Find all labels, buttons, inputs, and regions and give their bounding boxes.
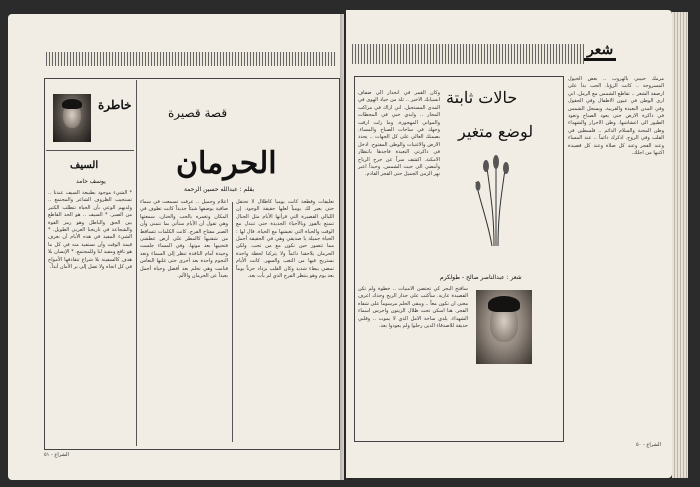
right-page	[346, 10, 672, 478]
story-column-rule	[232, 202, 233, 442]
column-subtitle: السيف	[70, 160, 99, 171]
poem-column-1: وكان القمر في انحدار الى ضفاف انسيابك الاخير .. ثلة من جياد الهوى في المدى المستحيل. اني اراك في مراكب المحار .. وايدي حبي في المحطات والمواني المهجورة. وما زلت ارقب وجهك في ساحات الصباح والمساء. بصمتك العالي على كل الجهات .. يحدد الارض والاغنيات والوطن المفتوح. ادخل في ذاكرتي البعيدة فاجدها بانتظار الامكنة. اكشف سراً عن جرح الرياح وأمضي الى حيث الشمس. وحيداً اعبر نهر الزمن الجميل حتى الفجر القادم.	[358, 90, 440, 178]
story-title: الحرمان	[176, 146, 277, 181]
story-column-1: تعليقات وقطعة كانت يومياً كأطلال لا تحتقل حتى يعبر لك يومياً لعلها حقيقة الوجود. إن الليالي القصيرة التي قرأتها الأيام مثل الجبال تتمتع بالفوز وبالأحياء الجديدة حتى تتبدل مع الوقت والحياة التي تعيشها مع الحياة. قال لها : الحياة جميلة يا صديقي وهي في الحقيقة أجمل مما تتصور حين تكون مع من تحب. ولكن الحرمان يلاحقنا دائماً ولا يتركنا لحظة واحدة نستريح فيها من التعب والسهر. كانت الأيام تمضي ببطء شديد وكان القلب يزداد حزناً يوماً بعد يوم وهو ينتظر الفرج الذي لم يأت بعد.	[236, 199, 334, 280]
poem-column-3: مرمك حبيبي بالهروب .. بعض الخيول المسروجة .. كانت الرؤيا. الحب بدأ على ارصفة الشعر .. تقاطع الشمس مع الرمل. اني ارى الوطن في عيون الاطفال وفي الحقول وفي المدن البعيدة والقريبة. ويسجل الشمس في ذاكرة الارض حتى يعود الصباح وتعود الطيور الى اعشاشها. وطن الاحرار والشهداء وطن المحبة والسلام الدائم .. فلسطين في القلب وفي الروح. اذكرك دائماً .. عند المساء وعند الفجر وعند كل صلاة وعند كل قصيدة اكتبها من اجلك.	[568, 76, 664, 157]
column-divider	[136, 80, 137, 446]
column-rule	[46, 150, 134, 151]
column-text: * الشيء موجود بطبيعة السيف عندنا .. تستجيب الظروف الشاعر والمجتمع .. ولديهم الوعي بأن الحياة تتطلب الكثير من الصبر. * السيف .. هو الحد القاطع بين الحق والباطل وهو رمز القوة والشجاعة في تاريخنا العربي الطويل. * الشيء المفيد في هذه الأيام أن نعرف قيمة الوقت وأن نستفيد منه في كل ما هو نافع ومفيد لنا وللمجتمع. * الإنسان بلا هدف كالسفينة بلا شراع تتقاذفها الأمواج في كل اتجاه ولا تصل إلى بر الأمان أبداً.	[48, 190, 132, 271]
story-author: بقلم : عبدالله حسين الرحمة	[184, 186, 255, 193]
wheat-sheaf-illustration	[472, 152, 522, 248]
left-header-band	[46, 52, 336, 66]
column-author: يوسف حامد	[76, 178, 106, 185]
column-title: خاطرة	[98, 98, 132, 112]
poet-name: شعر : عبدالناصر صالح - طولكرم	[440, 274, 522, 281]
poem-title-line-1: حالات ثابتة	[446, 88, 518, 107]
section-label: شعر	[584, 42, 616, 61]
left-page-number: الشراع - ٥١	[44, 452, 69, 458]
poem-title-line-2: لوضع متغير	[458, 122, 534, 141]
left-page	[8, 14, 344, 480]
right-header-band	[352, 44, 584, 64]
poem-column-2: سأفتح البحر كي تحتضن الامنيات .. خطوة ولم تكن القصيدة عارية. سأكتب على جدار الريح وحدك اعرف معنى ان نكون معاً .. ويبقى الحلم مرسوماً على شفاه الفجر. هنا اسكن تحت ظلال الزيتون واحرس اسماء الشهداء. بلدي ساحة الامل الذي لا يموت .. وقلبي حديقة للاصدقاء الذين رحلوا ولم يعودوا بعد.	[358, 286, 468, 330]
story-column-2: اعلام وجميل .. عرفت تسمعت في سماء صافية بوصفها شيئاً جديداً كانت تطوف في المكان وتغمره بالحب والحنان. سمعتها وهي تقول أن الأيام ستأتي بما نتمنى وأن الصبر مفتاح الفرج. كانت الكلمات تتساقط من شفتيها كالمطر على أرض عطشى فتحييها بعد موتها. وفي المساء جلست وحيدة أمام النافذة تنظر إلى السماء وتعد النجوم واحدة بعد أخرى حتى غلبها النعاس فنامت وهي تحلم بغد أفضل وحياة أجمل بعيداً عن الحرمان والألم.	[140, 199, 228, 280]
story-label: قصة قصيرة	[168, 106, 228, 120]
poet-photo	[476, 290, 532, 364]
page-stack-edge	[672, 12, 688, 478]
columnist-photo	[53, 94, 91, 142]
right-page-number: الشراع - ٥٠	[636, 442, 661, 448]
